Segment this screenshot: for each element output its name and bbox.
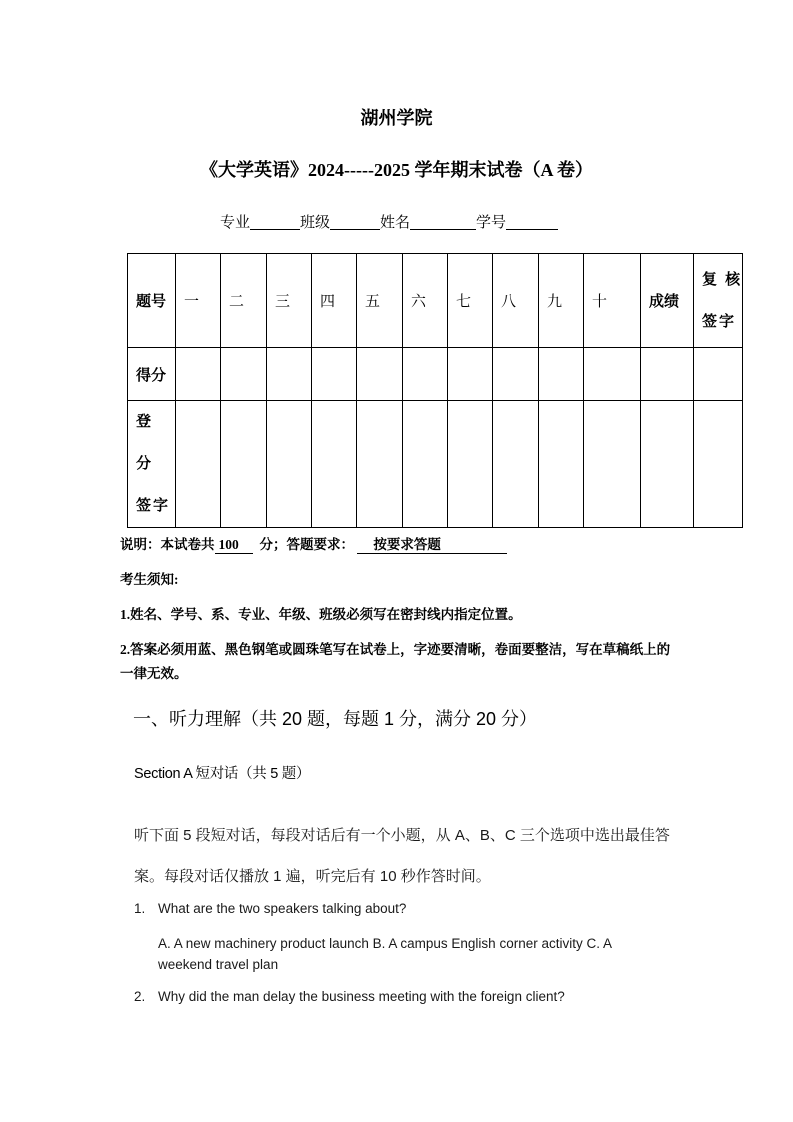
table-header-row (128, 254, 743, 348)
sign-cell[interactable] (312, 401, 357, 528)
sign-cell[interactable] (403, 401, 448, 528)
question-1 (134, 901, 406, 916)
grader-sign-line2: 签字 (136, 497, 171, 514)
score-row (128, 348, 743, 401)
header-cell-1: 一 (176, 254, 221, 348)
score-cell-review[interactable] (694, 348, 743, 401)
sign-cell[interactable] (221, 401, 267, 528)
sign-cell[interactable] (493, 401, 539, 528)
answer-requirement: 按要求答题 (357, 533, 507, 554)
question-2-number: 2. (134, 989, 146, 1004)
question-2 (134, 989, 565, 1004)
name-label: 姓名 (380, 214, 411, 231)
score-cell[interactable] (176, 348, 221, 401)
subsection-heading-a: Section A 短对话（共 5 题） (134, 766, 311, 782)
header-cell-total: 成绩 (641, 254, 694, 348)
question-1-number: 1. (134, 901, 146, 916)
review-sign-line1: 复 核 (702, 270, 743, 288)
header-cell-8: 八 (493, 254, 539, 348)
header-cell-7: 七 (448, 254, 493, 348)
header-cell-3: 三 (267, 254, 312, 348)
score-cell[interactable] (403, 348, 448, 401)
score-cell[interactable] (539, 348, 584, 401)
sign-cell[interactable] (584, 401, 641, 528)
header-cell-10: 十 (584, 254, 641, 348)
major-blank[interactable] (250, 213, 300, 230)
header-cell-6: 六 (403, 254, 448, 348)
header-cell-4: 四 (312, 254, 357, 348)
question-1-text: What are the two speakers talking about? (158, 901, 407, 916)
institution-title: 湖州学院 (360, 108, 433, 128)
student-id-blank[interactable] (506, 213, 558, 230)
notice-rule-1: 1.姓名、学号、系、专业、年级、班级必须写在密封线内指定位置。 (120, 607, 522, 622)
question-1-options: A. A new machinery product launch B. A campus English corner activity C. A weekend travel plan (158, 936, 612, 972)
score-cell[interactable] (312, 348, 357, 401)
class-blank[interactable] (330, 213, 380, 230)
score-cell[interactable] (584, 348, 641, 401)
notice-title: 考生须知: (120, 572, 179, 587)
grader-sign-row-label (128, 401, 176, 528)
header-cell-review-sign (694, 254, 743, 348)
score-cell[interactable] (357, 348, 403, 401)
student-id-label: 学号 (476, 214, 507, 231)
student-info-line (220, 211, 558, 232)
exam-title: 《大学英语》2024-----2025 学年期末试卷（A 卷） (200, 160, 593, 180)
explanation-prefix: 说明：本试卷共 (120, 537, 215, 552)
class-label: 班级 (300, 214, 331, 231)
total-score-value: 100 (215, 537, 253, 554)
question-2-text: Why did the man delay the business meeting with the foreign client? (158, 989, 565, 1004)
score-cell-total[interactable] (641, 348, 694, 401)
sign-cell-total[interactable] (641, 401, 694, 528)
header-cell-5: 五 (357, 254, 403, 348)
exam-explanation (120, 533, 507, 554)
major-label: 专业 (220, 214, 251, 231)
sign-cell-review[interactable] (694, 401, 743, 528)
score-table (127, 253, 743, 528)
sign-cell[interactable] (267, 401, 312, 528)
name-blank[interactable] (410, 213, 476, 230)
grader-sign-row (128, 401, 743, 528)
notice-rule-2: 2.答案必须用蓝、黑色钢笔或圆珠笔写在试卷上，字迹要清晰，卷面要整洁，写在草稿纸上的一律无效。 (120, 642, 671, 681)
header-cell-2: 二 (221, 254, 267, 348)
grader-sign-line1: 登 分 (136, 413, 154, 472)
sign-cell[interactable] (539, 401, 584, 528)
sign-cell[interactable] (357, 401, 403, 528)
score-row-label: 得分 (128, 348, 176, 401)
explanation-mid: 分；答题要求： (259, 537, 354, 552)
sign-cell[interactable] (176, 401, 221, 528)
score-cell[interactable] (267, 348, 312, 401)
section-instructions: 听下面 5 段短对话，每段对话后有一个小题，从 A、B、C 三个选项中选出最佳答案。每段对话仅播放 1 遍，听完后有 10 秒作答时间。 (134, 827, 670, 885)
header-cell-question-no: 题号 (128, 254, 176, 348)
sign-cell[interactable] (448, 401, 493, 528)
score-cell[interactable] (448, 348, 493, 401)
header-cell-9: 九 (539, 254, 584, 348)
review-sign-line2: 签字 (702, 312, 737, 330)
section-heading-listening: 一、听力理解（共 20 题，每题 1 分，满分 20 分） (133, 709, 538, 729)
score-cell[interactable] (493, 348, 539, 401)
score-cell[interactable] (221, 348, 267, 401)
